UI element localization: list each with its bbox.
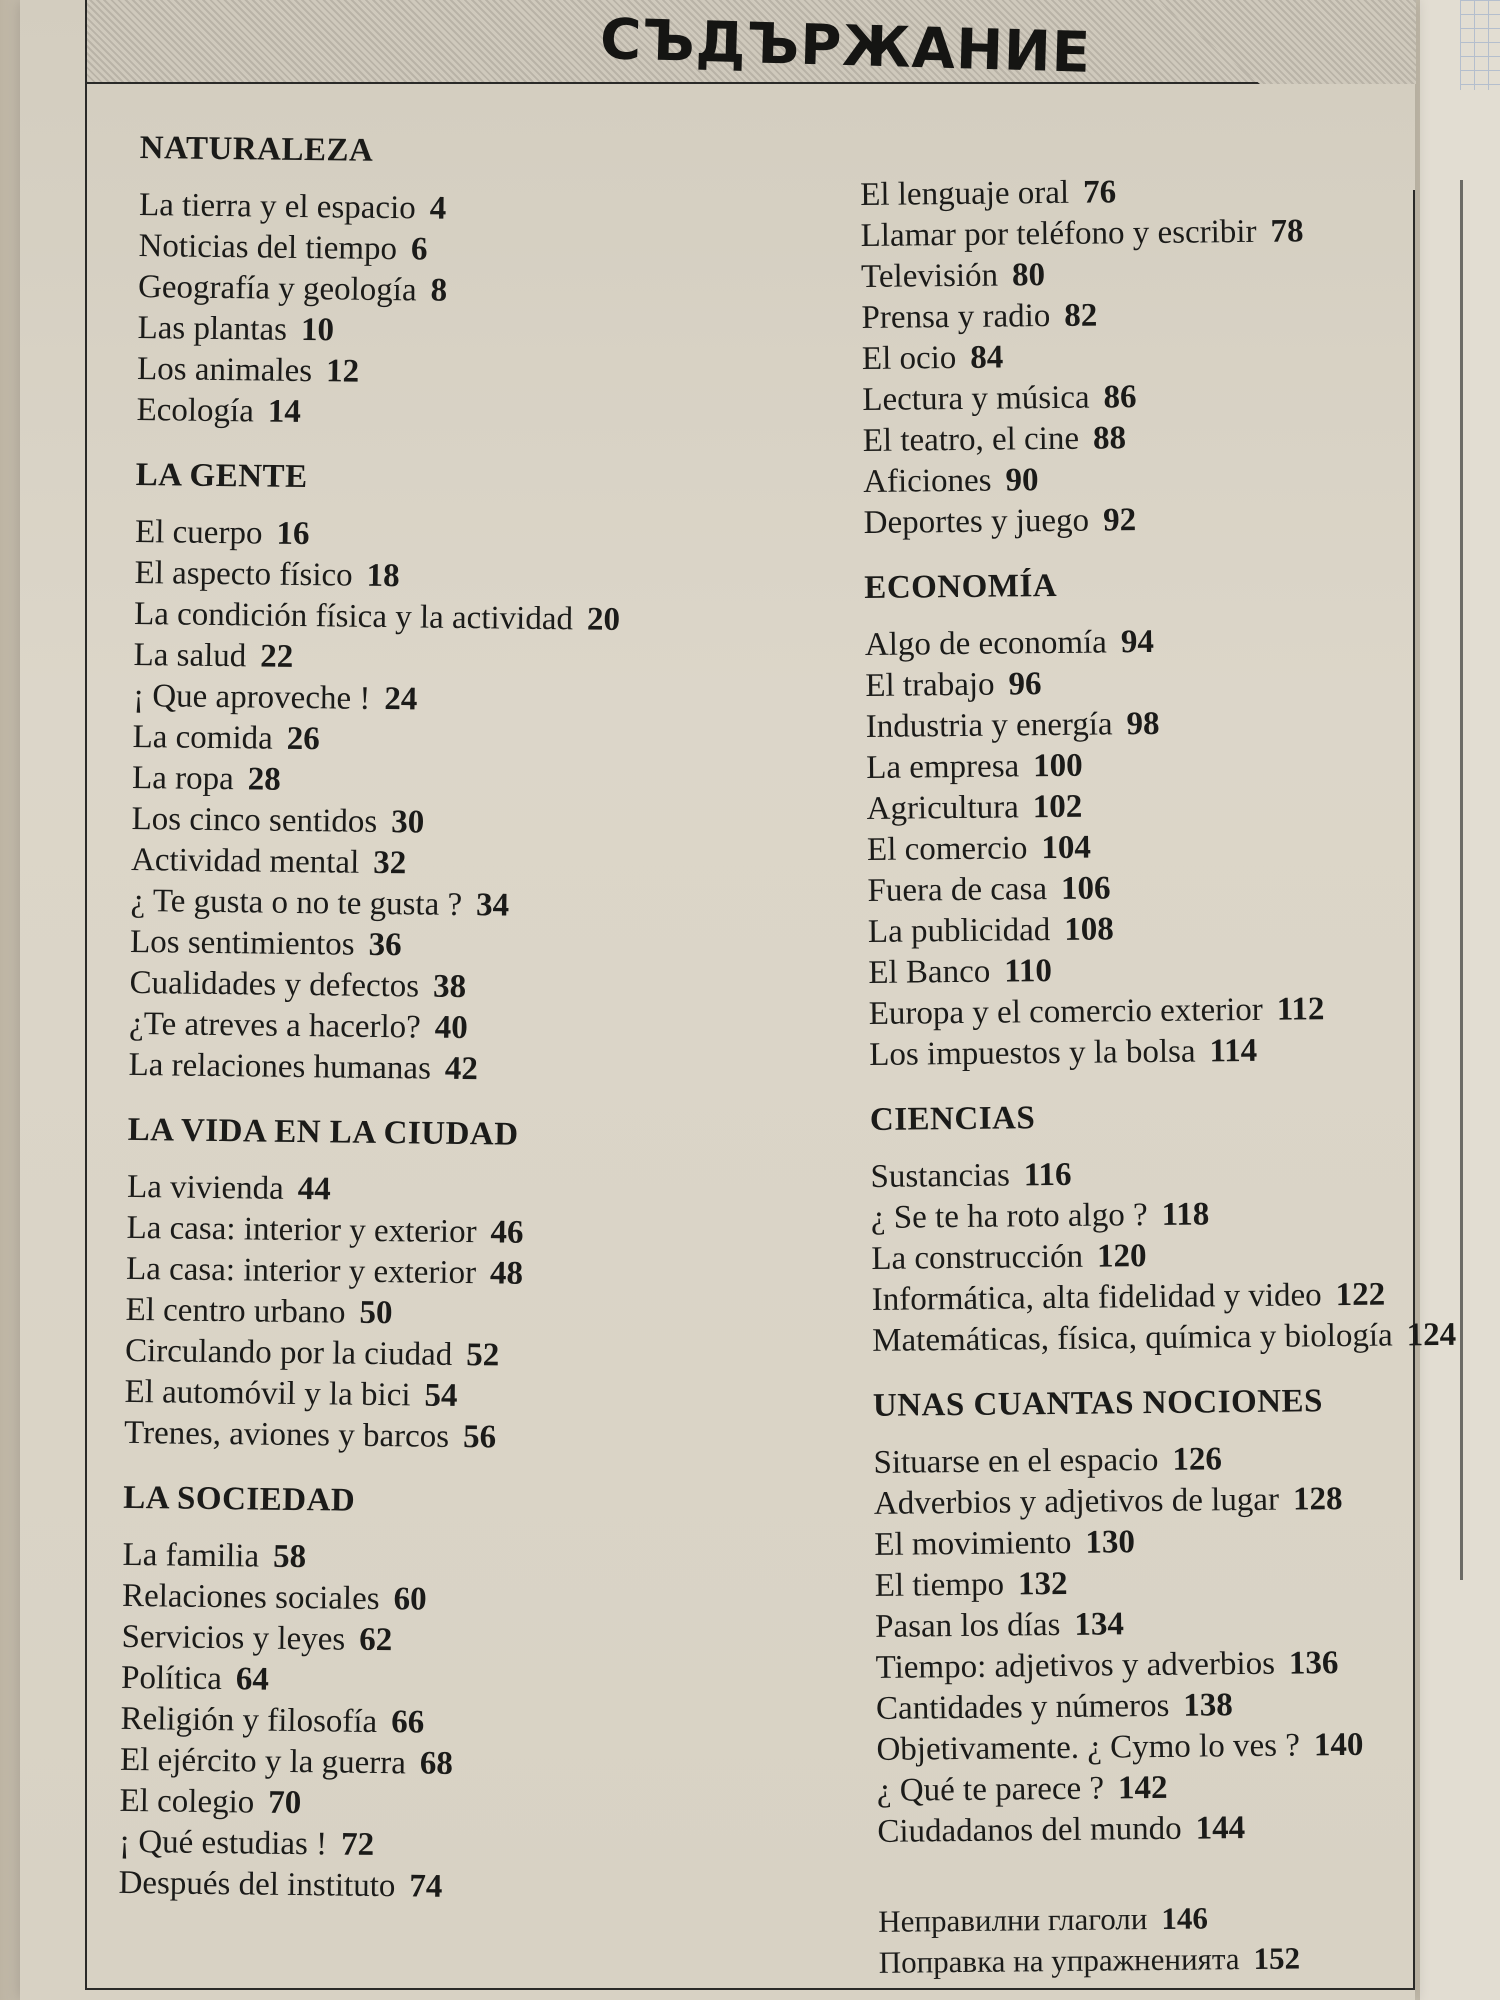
toc-entry-page-number: 62 xyxy=(358,1621,393,1659)
toc-entry-label: Informática, alta fidelidad y video xyxy=(871,1277,1322,1318)
section-heading: NATURALEZA xyxy=(139,130,374,169)
toc-entry-page-number: 132 xyxy=(1017,1565,1068,1603)
right-column xyxy=(860,169,1457,1983)
toc-entry-page-number: 94 xyxy=(1120,623,1155,661)
toc-section xyxy=(118,1480,823,1913)
toc-entry-label: Actividad mental xyxy=(130,841,360,881)
toc-entry-label: Después del instituto xyxy=(118,1864,396,1905)
section-heading: UNAS CUANTAS NOCIONES xyxy=(872,1383,1324,1424)
toc-entry[interactable] xyxy=(868,947,1428,994)
toc-entry-page-number: 26 xyxy=(286,720,320,758)
toc-entry-label: Неправилни глаголи xyxy=(878,1901,1148,1939)
toc-entry-page-number: 42 xyxy=(444,1050,479,1088)
toc-entry[interactable] xyxy=(870,1151,1430,1198)
toc-entry-page-number: 104 xyxy=(1041,829,1092,867)
toc-entry-label: El centro urbano xyxy=(125,1291,346,1331)
toc-entry[interactable] xyxy=(874,1478,1434,1525)
toc-entry-page-number: 38 xyxy=(432,968,467,1006)
toc-entry-page-number: 54 xyxy=(424,1377,458,1414)
toc-entry[interactable] xyxy=(128,1045,828,1095)
toc-entry-label: ¿Te atreves a hacerlo? xyxy=(128,1005,422,1046)
toc-entry[interactable] xyxy=(863,497,1423,544)
toc-entry-label: ¿ Qué te parece ? xyxy=(876,1770,1105,1809)
toc-entry-page-number: 124 xyxy=(1406,1316,1457,1354)
toc-entry-page-number: 130 xyxy=(1085,1524,1136,1561)
toc-entry-page-number: 6 xyxy=(410,231,428,268)
toc-entry-label: ¿ Te gusta o no te gusta ? xyxy=(130,882,463,923)
toc-entry-page-number: 70 xyxy=(268,1784,302,1822)
toc-entry[interactable] xyxy=(878,1895,1438,1942)
toc-entry-label: Поправка на упражненията xyxy=(878,1941,1240,1980)
toc-entry-label: Los sentimientos xyxy=(129,923,355,963)
toc-entry-page-number: 10 xyxy=(300,311,335,349)
toc-entry-label: Matemáticas, física, química y biología xyxy=(872,1317,1393,1359)
toc-entry-label: La familia xyxy=(122,1536,260,1575)
toc-entry-page-number: 40 xyxy=(434,1009,469,1047)
toc-entry-label: ¿ Se te ha roto algo ? xyxy=(870,1197,1148,1236)
toc-entry-page-number: 146 xyxy=(1161,1900,1209,1936)
toc-entry-label: La casa: interior y exterior xyxy=(126,1209,477,1251)
toc-entry[interactable] xyxy=(874,1519,1434,1566)
toc-entry-page-number: 106 xyxy=(1060,870,1111,907)
toc-entry-page-number: 50 xyxy=(359,1294,393,1332)
toc-entry-page-number: 112 xyxy=(1276,991,1325,1028)
toc-entry[interactable] xyxy=(872,1315,1457,1362)
toc-entry-label: Aficiones xyxy=(863,462,992,500)
toc-entry-page-number: 52 xyxy=(465,1337,500,1374)
toc-entry-page-number: 72 xyxy=(340,1826,375,1863)
toc-entry-page-number: 4 xyxy=(429,190,447,227)
toc-section xyxy=(873,1382,1438,1853)
toc-section xyxy=(136,130,840,440)
toc-entry-label: Noticias del tiempo xyxy=(138,227,398,268)
toc-entry-label: Televisión xyxy=(860,257,999,295)
toc-entry-page-number: 14 xyxy=(267,393,302,430)
toc-section xyxy=(864,564,1429,1076)
toc-entry-page-number: 30 xyxy=(390,804,425,841)
toc-entry-page-number: 110 xyxy=(1004,953,1053,990)
toc-entry-label: Objetivamente. ¿ Cymo lo ves ? xyxy=(876,1727,1301,1768)
toc-entry[interactable] xyxy=(136,390,836,440)
toc-entry[interactable] xyxy=(879,1936,1439,1983)
toc-entry-label: Relaciones sociales xyxy=(121,1577,380,1618)
toc-entry-page-number: 56 xyxy=(462,1419,497,1456)
toc-entry[interactable] xyxy=(876,1724,1436,1771)
toc-entry-label: La casa: interior y exterior xyxy=(125,1250,477,1292)
toc-entry-label: Política xyxy=(120,1659,223,1698)
toc-entry-page-number: 48 xyxy=(489,1255,524,1292)
toc-entry[interactable] xyxy=(865,660,1425,707)
toc-entry-label: El teatro, el cine xyxy=(862,420,1080,459)
toc-entry-label: La relaciones humanas xyxy=(128,1046,432,1087)
toc-entry-label: La condición física y la actividad xyxy=(133,595,574,638)
toc-entry-label: La comida xyxy=(132,718,273,757)
toc-entry-page-number: 136 xyxy=(1288,1645,1339,1682)
toc-section xyxy=(128,457,836,1095)
toc-entry-page-number: 142 xyxy=(1117,1769,1168,1807)
toc-entry-page-number: 74 xyxy=(409,1868,443,1905)
toc-entry[interactable] xyxy=(118,1863,818,1913)
toc-entry-label: Algo de economía xyxy=(864,624,1108,663)
toc-entry-page-number: 28 xyxy=(247,761,281,798)
toc-entry-page-number: 82 xyxy=(1064,297,1098,334)
page-title: СЪДЪРЖАНИЕ xyxy=(599,7,1092,86)
toc-entry-page-number: 118 xyxy=(1161,1196,1210,1233)
toc-entry[interactable] xyxy=(866,783,1426,830)
toc-entry-page-number: 32 xyxy=(373,844,407,882)
toc-entry-page-number: 18 xyxy=(366,557,400,595)
toc-entry-label: El tiempo xyxy=(874,1566,1005,1604)
toc-entry-label: El automóvil y la bici xyxy=(124,1373,411,1414)
section-heading: ECONOMÍA xyxy=(864,567,1058,606)
toc-entry-page-number: 44 xyxy=(297,1171,331,1208)
toc-entry-label: La empresa xyxy=(866,748,1020,786)
toc-entry-page-number: 90 xyxy=(1005,462,1039,499)
toc-entry-page-number: 116 xyxy=(1023,1156,1072,1194)
toc-entry-page-number: 12 xyxy=(325,353,360,390)
toc-entry[interactable] xyxy=(124,1413,824,1463)
toc-entry-label: El movimiento xyxy=(874,1524,1072,1563)
toc-entry[interactable] xyxy=(861,292,1421,339)
toc-entry-page-number: 20 xyxy=(586,601,621,638)
toc-entry-page-number: 68 xyxy=(419,1745,454,1782)
toc-entry[interactable] xyxy=(875,1601,1435,1648)
toc-entry[interactable] xyxy=(861,251,1421,298)
toc-entry-label: Los impuestos y la bolsa xyxy=(869,1033,1196,1073)
toc-entry-label: Situarse en el espacio xyxy=(873,1441,1159,1481)
toc-entry-page-number: 8 xyxy=(430,272,448,309)
toc-entry[interactable] xyxy=(863,415,1423,462)
grid-paper-corner xyxy=(1460,0,1500,90)
toc-entry-label: Adverbios y adjetivos de lugar xyxy=(873,1481,1280,1522)
toc-entry-label: Trenes, aviones y barcos xyxy=(123,1414,450,1455)
section-heading: LA SOCIEDAD xyxy=(123,1479,356,1519)
toc-section xyxy=(869,1096,1457,1362)
toc-entry-page-number: 78 xyxy=(1270,213,1304,250)
toc-entry-page-number: 34 xyxy=(475,887,510,924)
toc-entry[interactable] xyxy=(872,1274,1432,1321)
toc-entry-label: El comercio xyxy=(866,830,1028,868)
toc-entry[interactable] xyxy=(875,1560,1435,1607)
toc-entry-label: Los animales xyxy=(136,350,313,390)
toc-entry-page-number: 140 xyxy=(1313,1726,1364,1764)
toc-section xyxy=(124,1112,828,1463)
toc-entry-page-number: 96 xyxy=(1008,666,1042,703)
toc-entry-label: Europa y el comercio exterior xyxy=(868,991,1263,1032)
toc-entry-label: Ciudadanos del mundo xyxy=(877,1810,1182,1850)
section-heading: LA GENTE xyxy=(135,456,308,496)
toc-entry-label: Los cinco sentidos xyxy=(131,800,378,840)
toc-footer xyxy=(878,1895,1439,1983)
toc-entry-label: Industria y energía xyxy=(865,706,1113,745)
toc-entry-label: Llamar por teléfono y escribir xyxy=(860,213,1257,254)
toc-entry-label: Servicios y leyes xyxy=(121,1618,346,1658)
toc-entry-page-number: 86 xyxy=(1103,379,1137,416)
toc-entry-label: Ecología xyxy=(136,391,255,430)
toc-entry[interactable] xyxy=(866,742,1426,789)
toc-entry-label: El ejército y la guerra xyxy=(119,1741,407,1782)
toc-entry-label: La construcción xyxy=(871,1238,1084,1277)
toc-entry[interactable] xyxy=(868,906,1428,953)
toc-entry-label: La tierra y el espacio xyxy=(138,186,416,227)
toc-entry-page-number: 98 xyxy=(1126,705,1160,743)
toc-entry[interactable] xyxy=(869,1029,1429,1076)
toc-entry-label: El aspecto físico xyxy=(134,554,353,594)
adjacent-page-border xyxy=(1460,180,1463,1580)
toc-entry-label: El trabajo xyxy=(865,666,995,704)
toc-entry[interactable] xyxy=(871,1233,1431,1280)
toc-entry-label: La vivienda xyxy=(126,1168,284,1207)
toc-entry-label: El cuerpo xyxy=(134,513,263,552)
toc-entry-label: Pasan los días xyxy=(875,1606,1061,1645)
toc-entry[interactable] xyxy=(862,333,1422,380)
toc-entry-page-number: 36 xyxy=(368,926,402,964)
toc-entry-page-number: 128 xyxy=(1292,1481,1343,1518)
toc-entry[interactable] xyxy=(863,456,1423,503)
toc-entry-page-number: 58 xyxy=(272,1538,307,1576)
toc-entry-page-number: 120 xyxy=(1096,1238,1147,1275)
toc-entry[interactable] xyxy=(867,865,1427,912)
toc-entry-label: Agricultura xyxy=(866,789,1019,827)
toc-entry-label: Circulando por la ciudad xyxy=(124,1332,453,1373)
toc-entry-page-number: 60 xyxy=(393,1581,427,1618)
toc-entry[interactable] xyxy=(875,1642,1435,1689)
toc-entry-page-number: 126 xyxy=(1172,1441,1223,1478)
toc-entry[interactable] xyxy=(876,1683,1436,1730)
toc-entry[interactable] xyxy=(860,169,1420,216)
toc-entry[interactable] xyxy=(865,619,1425,666)
toc-entry-label: El lenguaje oral xyxy=(860,174,1070,213)
toc-entry-page-number: 16 xyxy=(276,515,310,553)
section-heading: CIENCIAS xyxy=(869,1100,1036,1138)
toc-entry-label: La salud xyxy=(133,636,247,675)
toc-entry-page-number: 102 xyxy=(1032,788,1083,826)
toc-entry-label: Religión y filosofía xyxy=(120,1700,378,1741)
toc-entry[interactable] xyxy=(862,374,1422,421)
toc-entry[interactable] xyxy=(877,1765,1437,1812)
toc-entry-page-number: 144 xyxy=(1195,1810,1246,1847)
toc-entry-page-number: 138 xyxy=(1183,1687,1234,1724)
toc-entry-label: El colegio xyxy=(119,1782,255,1821)
toc-entry-page-number: 122 xyxy=(1335,1276,1386,1314)
toc-entry[interactable] xyxy=(866,701,1426,748)
toc-entry[interactable] xyxy=(873,1437,1433,1484)
toc-entry-page-number: 66 xyxy=(390,1704,425,1741)
toc-entry-label: La ropa xyxy=(131,759,234,798)
toc-entry-label: Sustancias xyxy=(870,1157,1011,1195)
toc-entry-page-number: 88 xyxy=(1092,420,1127,457)
toc-entry[interactable] xyxy=(877,1806,1437,1853)
toc-entry-label: Fuera de casa xyxy=(867,871,1048,909)
toc-entry-label: La publicidad xyxy=(867,912,1051,950)
toc-entry-page-number: 100 xyxy=(1033,747,1083,785)
toc-entry-page-number: 64 xyxy=(235,1661,270,1698)
toc-entry-label: Geografía y geología xyxy=(137,268,417,309)
toc-entry-page-number: 84 xyxy=(970,339,1004,376)
toc-entry[interactable] xyxy=(869,988,1429,1035)
toc-entry-page-number: 152 xyxy=(1253,1940,1301,1976)
toc-entry-page-number: 134 xyxy=(1074,1606,1125,1643)
toc-entry-label: Tiempo: adjetivos y adverbios xyxy=(875,1645,1276,1686)
toc-entry-label: Prensa y radio xyxy=(861,298,1051,336)
toc-entry[interactable] xyxy=(871,1192,1431,1239)
toc-entry-label: ¡ Que aproveche ! xyxy=(132,677,371,717)
toc-section-continuation xyxy=(860,169,1424,544)
toc-entry-label: ¡ Qué estudias ! xyxy=(118,1823,328,1863)
toc-entry-label: El Banco xyxy=(868,953,991,991)
section-heading: LA VIDA EN LA CIUDAD xyxy=(127,1111,519,1153)
toc-entry[interactable] xyxy=(867,824,1427,871)
toc-entry-page-number: 92 xyxy=(1102,502,1137,539)
toc-entry-label: El ocio xyxy=(861,340,957,377)
toc-entry-page-number: 114 xyxy=(1209,1032,1258,1070)
toc-entry-label: Deportes y juego xyxy=(863,502,1090,541)
toc-entry-page-number: 46 xyxy=(490,1214,524,1251)
toc-entry[interactable] xyxy=(860,210,1420,257)
toc-entry-label: Cualidades y defectos xyxy=(129,964,420,1005)
toc-entry-label: Lectura y música xyxy=(862,379,1090,418)
toc-entry-page-number: 76 xyxy=(1082,174,1117,211)
toc-entry-page-number: 22 xyxy=(260,638,294,675)
toc-entry-label: Las plantas xyxy=(137,309,288,348)
toc-entry-page-number: 108 xyxy=(1064,911,1114,948)
toc-entry-page-number: 24 xyxy=(384,681,418,718)
toc-entry-label: Cantidades y números xyxy=(875,1687,1170,1727)
left-column xyxy=(118,130,840,1938)
toc-entry-page-number: 80 xyxy=(1011,257,1046,294)
